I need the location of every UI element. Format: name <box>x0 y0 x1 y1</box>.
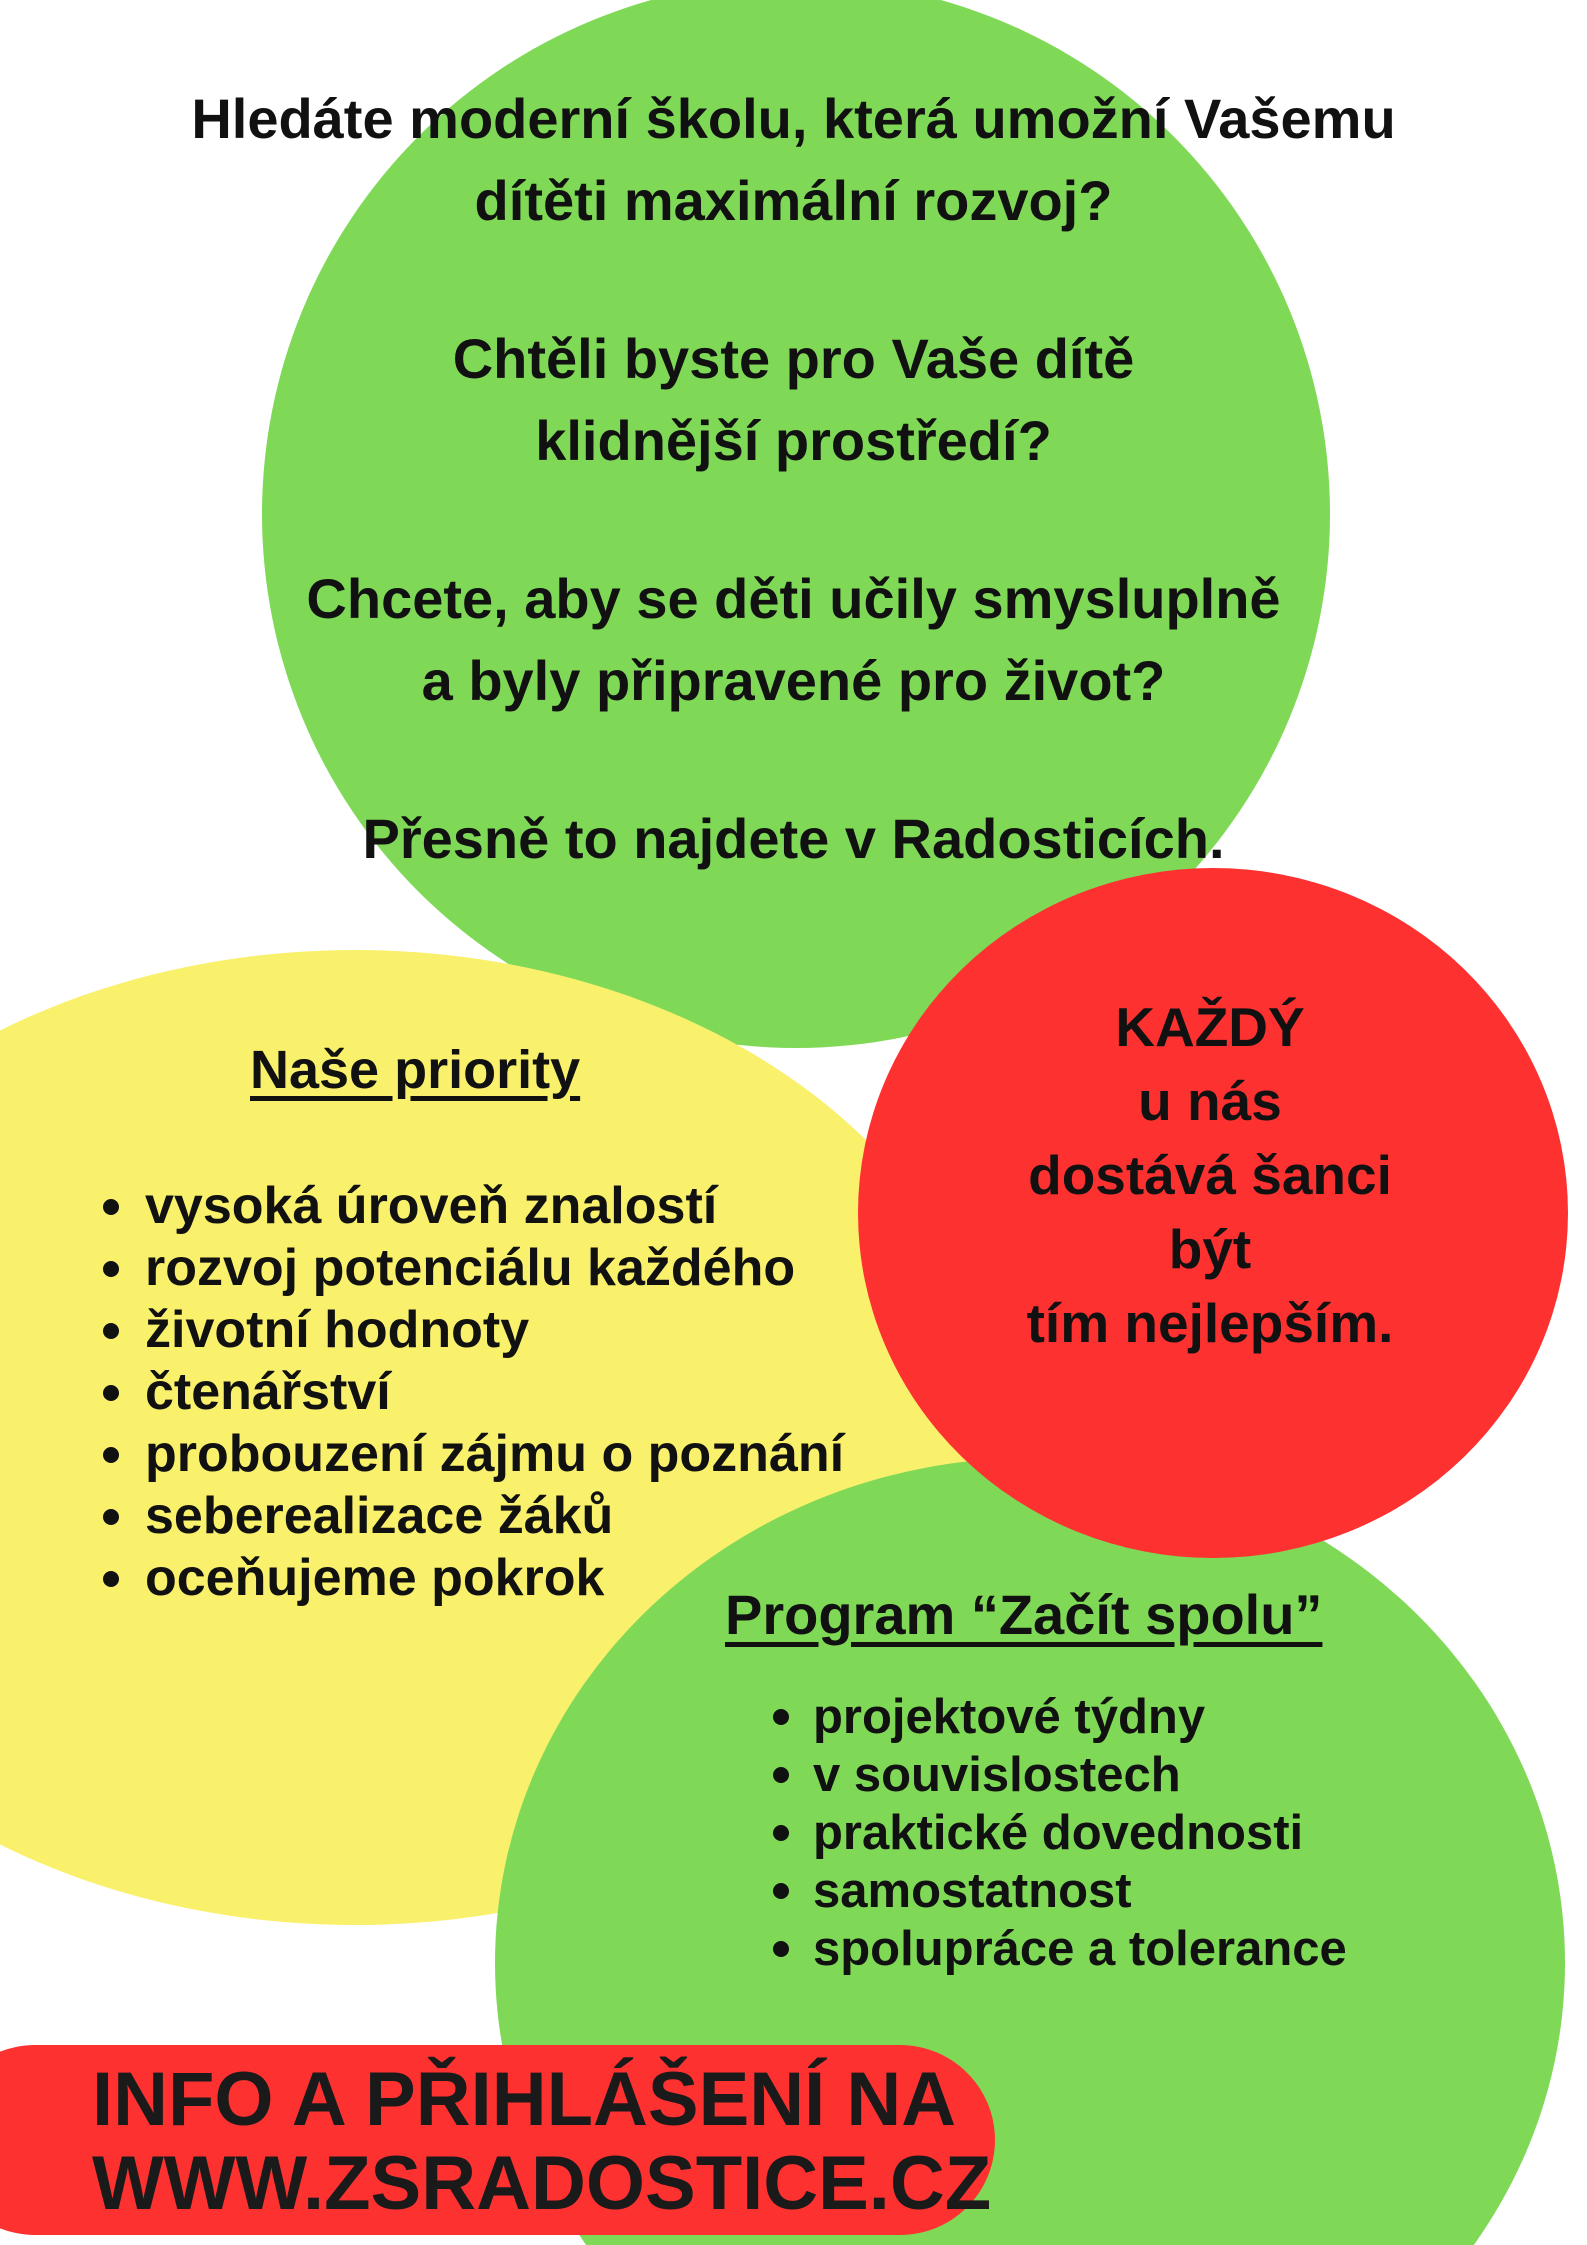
answer-radostice <box>40 798 1547 880</box>
bullet-icon <box>773 1825 789 1841</box>
motto-line: tím nejlepším. <box>1026 1292 1394 1354</box>
list-item <box>765 1746 1505 1804</box>
question-line: Chtěli byste pro Vaše dítě <box>452 327 1135 390</box>
list-item-label: vysoká úroveň znalostí <box>145 1177 718 1235</box>
list-item-label: praktické dovednosti <box>813 1806 1304 1860</box>
bullet-icon <box>773 1709 789 1725</box>
bullet-icon <box>773 1941 789 1957</box>
list-item <box>765 1804 1505 1862</box>
list-item <box>95 1299 935 1361</box>
motto-line: KAŽDÝ <box>1115 996 1305 1058</box>
list-item <box>95 1361 935 1423</box>
question-line: dítěti maximální rozvoj? <box>474 169 1113 232</box>
list-item <box>95 1175 935 1237</box>
list-item-label: spolupráce a tolerance <box>813 1922 1347 1976</box>
list-item <box>765 1688 1505 1746</box>
question-calm-environment <box>40 318 1547 482</box>
list-item <box>95 1423 935 1485</box>
bullet-icon <box>103 1199 119 1215</box>
list-item-label: oceňujeme pokrok <box>145 1549 605 1607</box>
question-line: Chcete, aby se děti učily smysluplně <box>306 567 1281 630</box>
question-meaningful-learning <box>40 558 1547 722</box>
program-list <box>765 1688 1505 1978</box>
info-registration[interactable] <box>92 2058 992 2226</box>
list-item <box>95 1485 935 1547</box>
info-line: INFO A PŘIHLÁŠENÍ NA <box>92 2057 957 2142</box>
bullet-icon <box>103 1447 119 1463</box>
list-item-label: čtenářství <box>145 1363 391 1421</box>
bullet-icon <box>103 1571 119 1587</box>
bullet-icon <box>103 1385 119 1401</box>
list-item <box>765 1920 1505 1978</box>
list-item-label: rozvoj potenciálu každého <box>145 1239 796 1297</box>
priorities-title: Naše priority <box>250 1040 581 1100</box>
bullet-icon <box>103 1323 119 1339</box>
program-section <box>725 1580 1505 1978</box>
motto-line: u nás <box>1138 1070 1282 1132</box>
list-item <box>95 1237 935 1299</box>
list-item-label: samostatnost <box>813 1864 1132 1918</box>
motto-line: dostává šanci <box>1028 1144 1392 1206</box>
motto <box>940 990 1480 1360</box>
list-item-label: životní hodnoty <box>145 1301 530 1359</box>
list-item <box>765 1862 1505 1920</box>
question-line: Hledáte moderní školu, která umožní Vašemu <box>191 87 1396 150</box>
list-item-label: probouzení zájmu o poznání <box>145 1425 845 1483</box>
question-modern-school <box>40 78 1547 242</box>
priorities-section <box>95 1035 935 1609</box>
program-title: Program “Začít spolu” <box>725 1583 1323 1646</box>
list-item-label: seberealizace žáků <box>145 1487 614 1545</box>
answer-line: Přesně to najdete v Radosticích. <box>362 807 1225 870</box>
intro-questions <box>40 78 1547 880</box>
bullet-icon <box>773 1767 789 1783</box>
list-item-label: v souvislostech <box>813 1748 1181 1802</box>
motto-line: být <box>1168 1218 1252 1280</box>
question-line: a byly připravené pro život? <box>421 649 1166 712</box>
bullet-icon <box>773 1883 789 1899</box>
list-item-label: projektové týdny <box>813 1690 1206 1744</box>
bullet-icon <box>103 1509 119 1525</box>
question-line: klidnější prostředí? <box>535 409 1052 472</box>
website-link[interactable]: WWW.ZSRADOSTICE.CZ <box>92 2141 992 2226</box>
bullet-icon <box>103 1261 119 1277</box>
priorities-list <box>95 1175 935 1609</box>
